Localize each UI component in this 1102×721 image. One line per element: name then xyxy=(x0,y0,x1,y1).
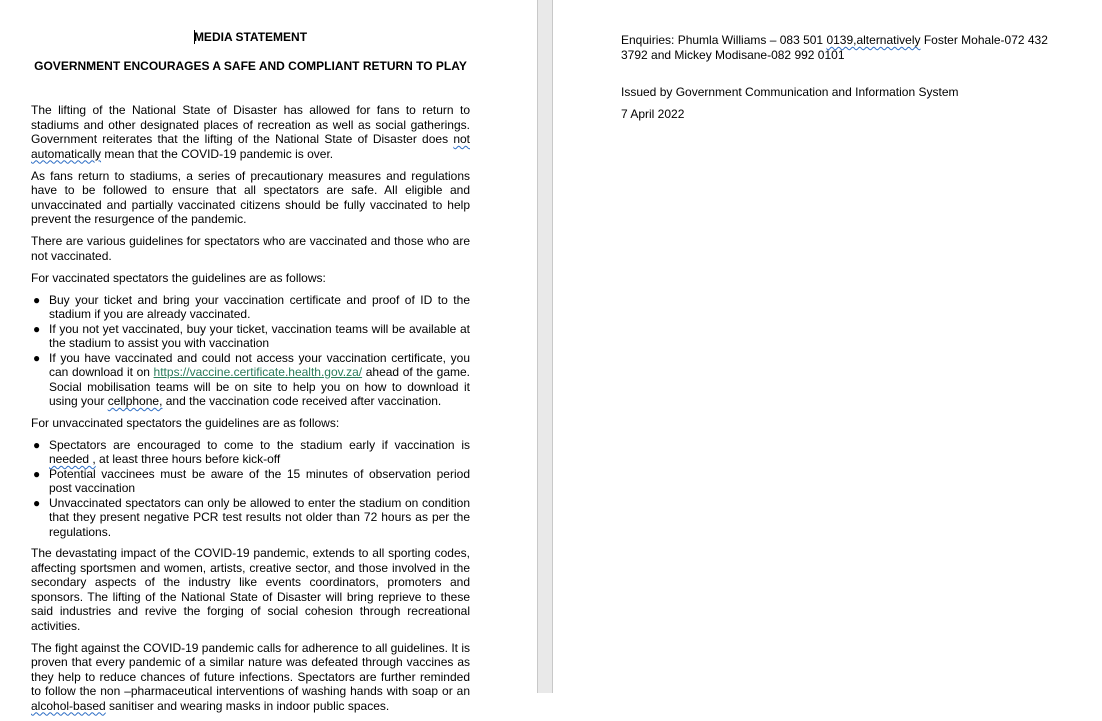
list-item xyxy=(31,496,470,540)
title-text: MEDIA STATEMENT xyxy=(193,30,308,44)
bullet-icon: ● xyxy=(33,321,41,336)
list-item-text: If you have vaccinated and could not access your vaccination certificate, you can download it on xyxy=(49,350,470,379)
list-item-text: Unvaccinated spectators can only be allowed to enter the stadium on condition that they present negative PCR test results not older than 72 hours as per the regulations. xyxy=(49,495,470,539)
enquiries-line xyxy=(621,33,1071,63)
grammar-flag[interactable]: needed , xyxy=(49,452,96,466)
paragraph-5: For unvaccinated spectators the guidelines are as follows: xyxy=(31,415,340,430)
paragraph-7 xyxy=(31,641,470,714)
paragraph-text: mean that the COVID-19 pandemic is over. xyxy=(101,146,334,161)
grammar-flag[interactable]: alcohol-based xyxy=(31,698,106,713)
spacer xyxy=(621,63,1071,85)
paragraph-text: The fight against the COVID-19 pandemic calls for adherence to all guidelines. It is proven that every pandemic of a similar nature was defeated through vaccines as they help to reduce chances of future infections. Spectators are further reminded to follow the non –pharmaceutical interventions of washing hands with soap or an xyxy=(31,640,470,698)
list-item xyxy=(31,293,470,322)
list-item xyxy=(31,351,470,409)
bullet-icon: ● xyxy=(33,466,41,481)
list-item xyxy=(31,467,470,496)
paragraph-3: There are various guidelines for spectators who are vaccinated and those who are not vaccinated. xyxy=(31,234,470,263)
enquiries-text: Foster Mohale-072 432 3792 and Mickey Modisane-082 992 0101 xyxy=(621,33,1048,62)
document-title xyxy=(31,30,470,45)
grammar-flag[interactable]: 0139,alternatively xyxy=(826,33,921,47)
document-page-left xyxy=(0,0,537,713)
paragraph-1 xyxy=(31,103,470,161)
page-content xyxy=(621,33,1071,122)
paragraph-4: For vaccinated spectators the guidelines are as follows: xyxy=(31,270,326,285)
issued-by: Issued by Government Communication and Information System xyxy=(621,85,959,99)
vaccine-certificate-link[interactable]: https://vaccine.certificate.health.gov.za/ xyxy=(153,365,363,379)
list-item xyxy=(31,322,470,351)
paragraph-text: The lifting of the National State of Disaster has allowed for fans to return to stadiums and other designated places of recreation as well as social gatherings. Government reiterates that the lifting of the National State of Disaster does xyxy=(31,103,470,146)
page-content xyxy=(31,30,470,721)
unvaccinated-guidelines-list xyxy=(31,438,470,540)
list-item-text: If you not yet vaccinated, buy your ticket, vaccination teams will be available at the stadium to assist you with vaccination xyxy=(49,321,470,350)
vaccinated-guidelines-list xyxy=(31,293,470,409)
grammar-flag[interactable]: not automatically xyxy=(31,132,470,161)
page-separator xyxy=(537,0,553,693)
list-item-text: Buy your ticket and bring your vaccination certificate and proof of ID to the stadium if you are already vaccinated. xyxy=(49,292,470,321)
document-headline: GOVERNMENT ENCOURAGES A SAFE AND COMPLIANT RETURN TO PLAY xyxy=(34,58,467,73)
paragraph-text: sanitiser and wearing masks in indoor public spaces. xyxy=(105,698,390,713)
document-page-right xyxy=(553,0,1102,693)
issue-date: 7 April 2022 xyxy=(621,107,685,121)
enquiries-text: Enquiries: Phumla Williams – 083 501 xyxy=(621,33,827,47)
paragraph-2: As fans return to stadiums, a series of precautionary measures and regulations have to be followed to ensure that all spectators are safe. All eligible and unvaccinated and partially vaccinated citizens should be fully vaccinated to help prevent the resurgence of the pandemic. xyxy=(31,168,470,226)
bullet-icon: ● xyxy=(33,495,41,510)
paragraph-6: The devastating impact of the COVID-19 pandemic, extends to all sporting codes, affecting sportsmen and women, artists, creative sector, and those involved in the secondary aspects of the industry like events coordinators, promoters and sponsors. The lifting of the National State of Disaster will bring reprieve to these said industries and revive the forging of social cohesion through recreational activities. xyxy=(31,546,470,633)
bullet-icon: ● xyxy=(33,437,41,452)
grammar-flag[interactable]: cellphone, xyxy=(107,394,163,408)
list-item-text: and the vaccination code received after vaccination. xyxy=(162,394,442,408)
bullet-icon: ● xyxy=(33,350,41,365)
list-item-text: ahead of the game. Social mobilisation teams will be on site to help you on how to download it using your xyxy=(49,365,470,408)
list-item-text: Spectators are encouraged to come to the stadium early if vaccination is xyxy=(49,437,470,452)
list-item-text: at least three hours before kick-off xyxy=(95,452,281,466)
list-item xyxy=(31,438,470,467)
list-item-text: Potential vaccinees must be aware of the 15 minutes of observation period post vaccination xyxy=(49,466,470,495)
bullet-icon: ● xyxy=(33,292,41,307)
